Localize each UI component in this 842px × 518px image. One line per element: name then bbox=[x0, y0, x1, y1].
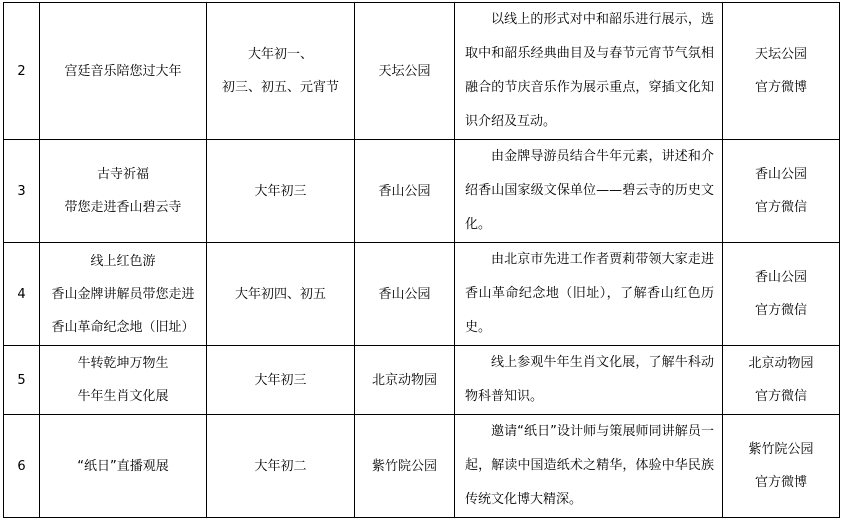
channel-line: 紫竹院公园 bbox=[748, 442, 814, 457]
event-channel bbox=[723, 243, 840, 346]
description-text: 邀请“纸日”设计师与策展师同讲解员一起，解读中国造纸术之精华，体验中华民族传统文化博大精深。 bbox=[465, 424, 714, 507]
channel-line: 北京动物园 bbox=[748, 356, 814, 371]
table-row bbox=[4, 243, 840, 346]
row-number: 4 bbox=[4, 243, 40, 346]
channel-line: 官方微博 bbox=[754, 80, 807, 95]
event-time bbox=[207, 346, 355, 415]
event-place: 北京动物园 bbox=[355, 346, 455, 415]
channel-line: 香山公园 bbox=[754, 167, 807, 182]
channel-line: 官方微信 bbox=[754, 303, 807, 318]
event-channel bbox=[723, 346, 840, 415]
event-place: 香山公园 bbox=[355, 140, 455, 243]
table-row bbox=[4, 346, 840, 415]
description-text: 线上参观牛年生肖文化展，了解牛科动物科普知识。 bbox=[465, 355, 714, 404]
event-description bbox=[455, 140, 723, 243]
title-line: “纸日”直播观展 bbox=[77, 458, 169, 474]
event-time bbox=[207, 243, 355, 346]
event-title bbox=[40, 243, 207, 346]
event-channel bbox=[723, 415, 840, 518]
row-number: 2 bbox=[4, 3, 40, 140]
event-channel bbox=[723, 3, 840, 140]
event-description bbox=[455, 243, 723, 346]
event-title bbox=[40, 346, 207, 415]
title-line: 牛转乾坤万物生 bbox=[77, 356, 169, 371]
time-line: 大年初三 bbox=[254, 372, 307, 388]
row-number: 3 bbox=[4, 140, 40, 243]
description-text: 由北京市先进工作者贾莉带领大家走进香山革命纪念地（旧址），了解香山红色历史。 bbox=[465, 252, 714, 335]
time-line: 大年初三 bbox=[254, 183, 307, 199]
event-place: 紫竹院公园 bbox=[355, 415, 455, 518]
title-line: 香山革命纪念地（旧址） bbox=[51, 319, 195, 335]
event-place: 香山公园 bbox=[355, 243, 455, 346]
description-text: 以线上的形式对中和韶乐进行展示，选取中和韶乐经典曲目及与春节元宵节气氛相融合的节庆音乐作为展示重点，穿插文化知识介绍及互动。 bbox=[465, 12, 714, 129]
channel-line: 官方微博 bbox=[754, 475, 807, 490]
event-description bbox=[455, 415, 723, 518]
title-line: 古寺祈福 bbox=[96, 167, 149, 182]
table-row bbox=[4, 3, 840, 140]
time-line: 大年初一、 bbox=[247, 47, 313, 62]
title-line: 宫廷音乐陪您过大年 bbox=[64, 63, 182, 79]
channel-line: 香山公园 bbox=[754, 270, 807, 285]
row-number: 6 bbox=[4, 415, 40, 518]
channel-line: 天坛公园 bbox=[754, 47, 807, 62]
event-time bbox=[207, 3, 355, 140]
table-row bbox=[4, 415, 840, 518]
time-line: 初三、初五、元宵节 bbox=[221, 80, 339, 95]
row-number: 5 bbox=[4, 346, 40, 415]
event-description bbox=[455, 3, 723, 140]
table-row bbox=[4, 140, 840, 243]
events-table bbox=[3, 2, 840, 518]
event-time bbox=[207, 140, 355, 243]
channel-line: 官方微信 bbox=[754, 200, 807, 215]
channel-line: 官方微信 bbox=[754, 389, 807, 404]
event-time bbox=[207, 415, 355, 518]
event-title bbox=[40, 140, 207, 243]
event-channel bbox=[723, 140, 840, 243]
title-line: 牛年生肖文化展 bbox=[77, 389, 169, 404]
time-line: 大年初二 bbox=[254, 458, 307, 474]
event-title bbox=[40, 3, 207, 140]
event-description bbox=[455, 346, 723, 415]
description-text: 由金牌导游员结合牛年元素，讲述和介绍香山国家级文保单位——碧云寺的历史文化。 bbox=[465, 149, 714, 232]
event-place: 天坛公园 bbox=[355, 3, 455, 140]
time-line: 大年初四、初五 bbox=[234, 286, 326, 302]
event-title bbox=[40, 415, 207, 518]
title-line: 香山金牌讲解员带您走进 bbox=[51, 286, 195, 302]
title-line: 带您走进香山碧云寺 bbox=[64, 200, 182, 215]
title-line: 线上红色游 bbox=[90, 253, 156, 269]
